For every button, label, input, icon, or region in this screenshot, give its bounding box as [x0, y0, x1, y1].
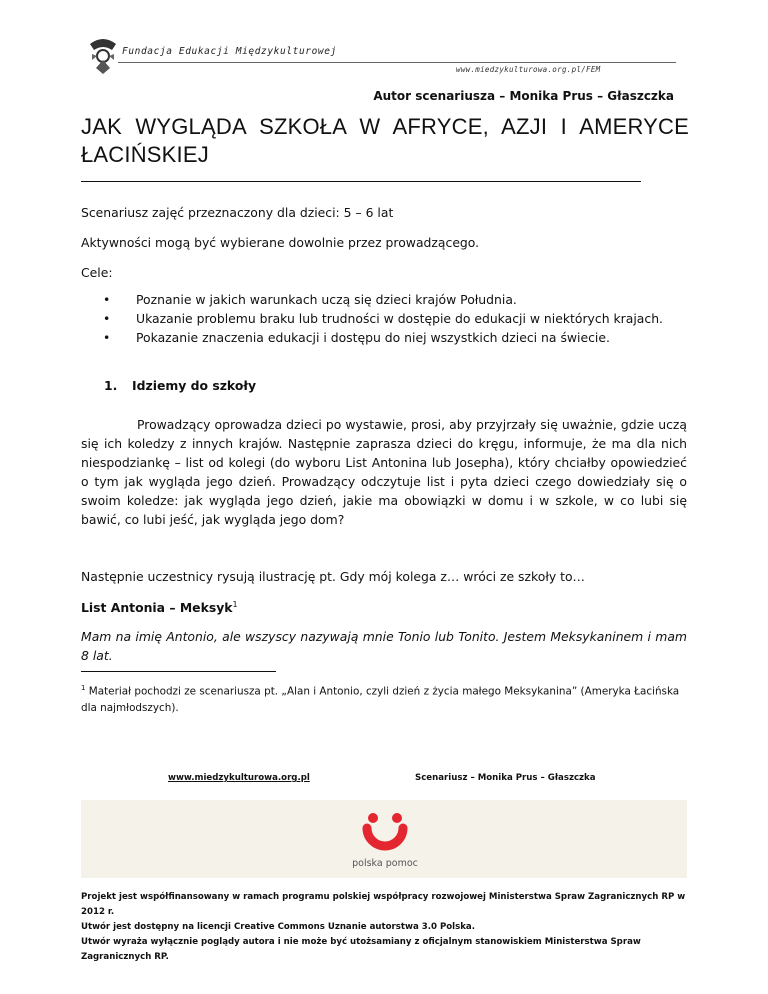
footer-notes [81, 890, 693, 965]
title-divider [81, 181, 641, 182]
section-paragraph: Prowadzący oprowadza dzieci po wystawie, prosi, aby przyjrzały się uważnie, gdzie uczą się ich koledzy z innych krajów. Następnie zaprasza dzieci do kręgu, informuje, że ma dla nich niespodziankę – list od kolegi (do wyboru List Antonina lub Josepha), który chciałby opowiedzieć o tym jak wygląda jego dzień. Prowadzący odczytuje list i pyta dzieci czego dowiedziały się o swoim koledze: jak wygląda jego dzień, jakie ma obowiązki w domu i w szkole, w co lubi się bawić, co lubi jeść, jak wygląda jego dom? [81, 417, 687, 527]
letter-text: Mam na imię Antonio, ale wszyscy nazywają mnie Tonio lub Tonito. Jestem Meksykaninem i mam 8 lat. [81, 629, 687, 663]
list-item: • Pokazanie znaczenia edukacji i dostępu do niej wszystkich dzieci na świecie. [103, 330, 610, 345]
footer-note: Utwór wyraża wyłącznie poglądy autora i nie może być utożsamiany z oficjalnym stanowiskiem Ministerstwa Spraw Zagranicznych RP. [81, 937, 641, 962]
title-line-2: ŁACIŃSKIEJ [81, 142, 209, 167]
footer-url-link[interactable]: www.miedzykulturowa.org.pl [168, 773, 310, 783]
bullet-icon: • [103, 330, 111, 345]
activities-text: Aktywności mogą być wybierane dowolnie przez prowadzącego. [81, 235, 480, 250]
section-heading [104, 378, 256, 393]
fem-logo-icon [86, 34, 120, 76]
list-item: • Poznanie w jakich warunkach uczą się dzieci krajów Południa. [103, 292, 517, 307]
logo-label: polska pomoc [352, 858, 418, 869]
footnote: $^1$ Materiał pochodzi ze scenariusza pt. „Alan i Antonio, czyli dzień z życia małego Meksykanina” (Ameryka Łacińska dla najmłodszych). [81, 684, 680, 715]
section-number: 1. [104, 378, 118, 393]
footer-note: Utwór jest dostępny na licencji Creative Commons Uznanie autorstwa 3.0 Polska. [81, 922, 475, 932]
footer-note: Projekt jest współfinansowany w ramach programu polskiej współpracy rozwojowej Ministerstwa Spraw Zagranicznych RP w 2012 r. [81, 892, 686, 917]
footer-author: Scenariusz – Monika Prus – Głaszczka [415, 773, 596, 783]
org-url: www.miedzykulturowa.org.pl/FEM [456, 65, 601, 74]
bullet-icon: • [103, 311, 111, 326]
title-line-1: JAK WYGLĄDA SZKOŁA W AFRYCE, AZJI I AMERYCE [81, 114, 689, 139]
author-line: Autor scenariusza – Monika Prus – Głaszczka [373, 89, 674, 103]
org-name: Fundacja Edukacji Międzykulturowej [122, 46, 337, 57]
polska-pomoc-logo-icon [355, 806, 415, 866]
footnote-ref: 1 [232, 600, 238, 609]
letter-title: List Antonia – Meksyk$^1$ [81, 600, 238, 616]
section-paragraph-2: Następnie uczestnicy rysują ilustrację pt. Gdy mój kolega z… wróci ze szkoły to… [81, 569, 585, 584]
audience-text: Scenariusz zajęć przeznaczony dla dzieci: 5 – 6 lat [81, 205, 394, 220]
footnote-divider [81, 671, 276, 672]
document-title [81, 113, 689, 169]
header-divider [118, 62, 676, 63]
list-item: • Ukazanie problemu braku lub trudności w dostępie do edukacji w niektórych krajach. [103, 311, 664, 326]
goals-label: Cele: [81, 265, 113, 280]
bullet-icon: • [103, 292, 111, 307]
section-title: Idziemy do szkoły [132, 378, 257, 393]
goals-list [81, 290, 687, 347]
